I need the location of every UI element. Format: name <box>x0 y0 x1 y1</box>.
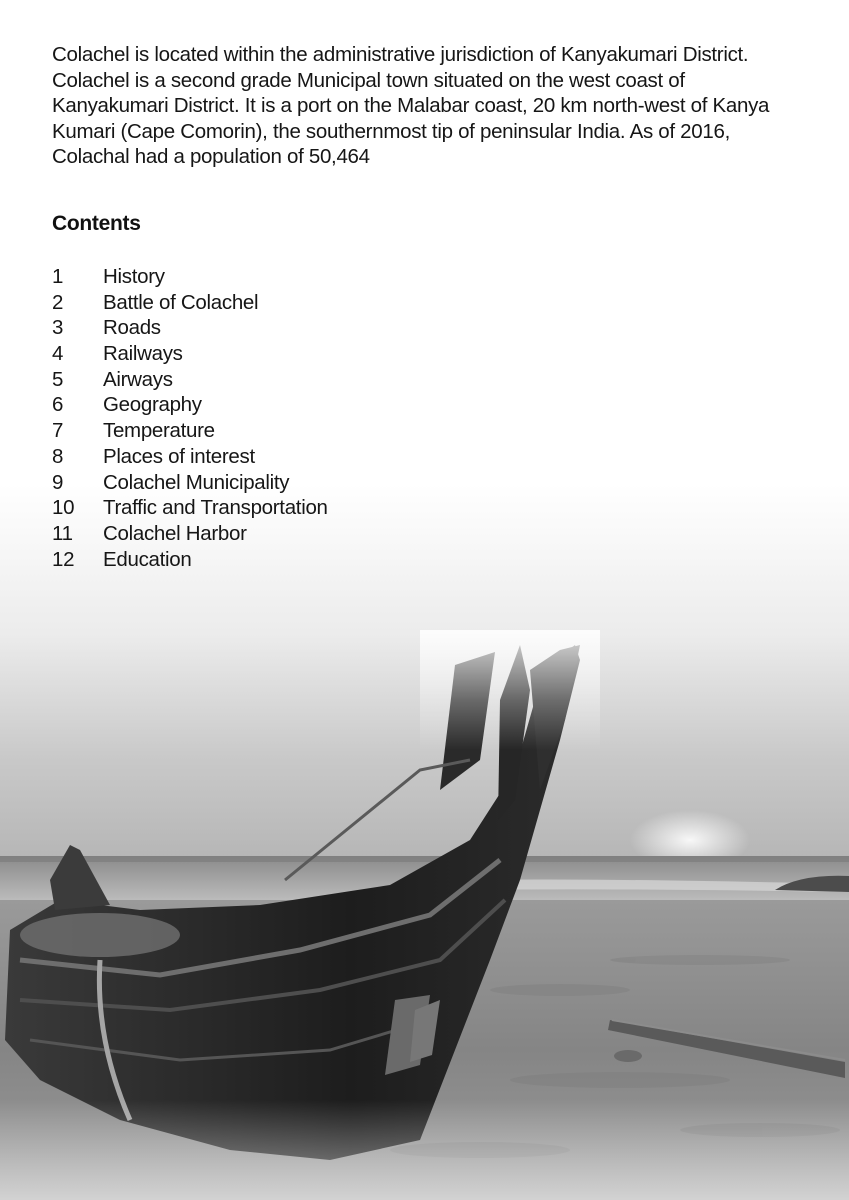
contents-item[interactable] <box>52 290 328 316</box>
contents-item-label: Traffic and Transportation <box>103 496 328 520</box>
contents-item-label: History <box>103 265 165 288</box>
contents-item[interactable] <box>52 315 328 341</box>
contents-item-number: 11 <box>52 521 73 545</box>
contents-item[interactable] <box>52 264 328 290</box>
contents-item-number: 4 <box>52 342 64 366</box>
contents-item-number: 5 <box>52 367 64 391</box>
contents-item-label: Colachel Municipality <box>103 470 290 494</box>
contents-item-number: 9 <box>52 470 64 494</box>
contents-item-number: 1 <box>52 265 64 288</box>
contents-item[interactable] <box>52 418 328 444</box>
contents-item-label: Roads <box>103 316 161 340</box>
contents-item[interactable] <box>52 521 328 547</box>
contents-item-number: 8 <box>52 444 64 468</box>
contents-item-label: Airways <box>103 367 173 391</box>
contents-item-number: 3 <box>52 316 64 340</box>
contents-item[interactable] <box>52 495 328 521</box>
contents-item[interactable] <box>52 444 328 470</box>
contents-item-number: 12 <box>52 547 75 571</box>
contents-item-label: Temperature <box>103 419 215 443</box>
contents-item-label: Education <box>103 547 192 571</box>
intro-paragraph: Colachel is located within the administrative jurisdiction of Kanyakumari District. Colachel is a second grade Municipal town situated on the west coast of Kanyakumari District. It is a port on the Malabar coast, 20 km north-west of Kanya Kumari (Cape Comorin), the southernmost tip of peninsular India. As of 2016, Colachal had a population of 50,464 <box>52 43 770 168</box>
contents-item-label: Battle of Colachel <box>103 290 259 314</box>
contents-item-label: Railways <box>103 342 183 366</box>
contents-item-number: 7 <box>52 419 64 443</box>
contents-item-label: Places of interest <box>103 444 255 468</box>
contents-item-label: Colachel Harbor <box>103 521 247 545</box>
contents-list <box>52 264 328 572</box>
contents-item-number: 2 <box>52 290 64 314</box>
contents-item-label: Geography <box>103 393 202 417</box>
contents-item[interactable] <box>52 392 328 418</box>
contents-item-number: 6 <box>52 393 64 417</box>
contents-item[interactable] <box>52 470 328 496</box>
contents-item-number: 10 <box>52 496 75 520</box>
contents-item[interactable] <box>52 547 328 573</box>
contents-heading: Contents <box>52 212 141 235</box>
contents-item[interactable] <box>52 367 328 393</box>
contents-item[interactable] <box>52 341 328 367</box>
